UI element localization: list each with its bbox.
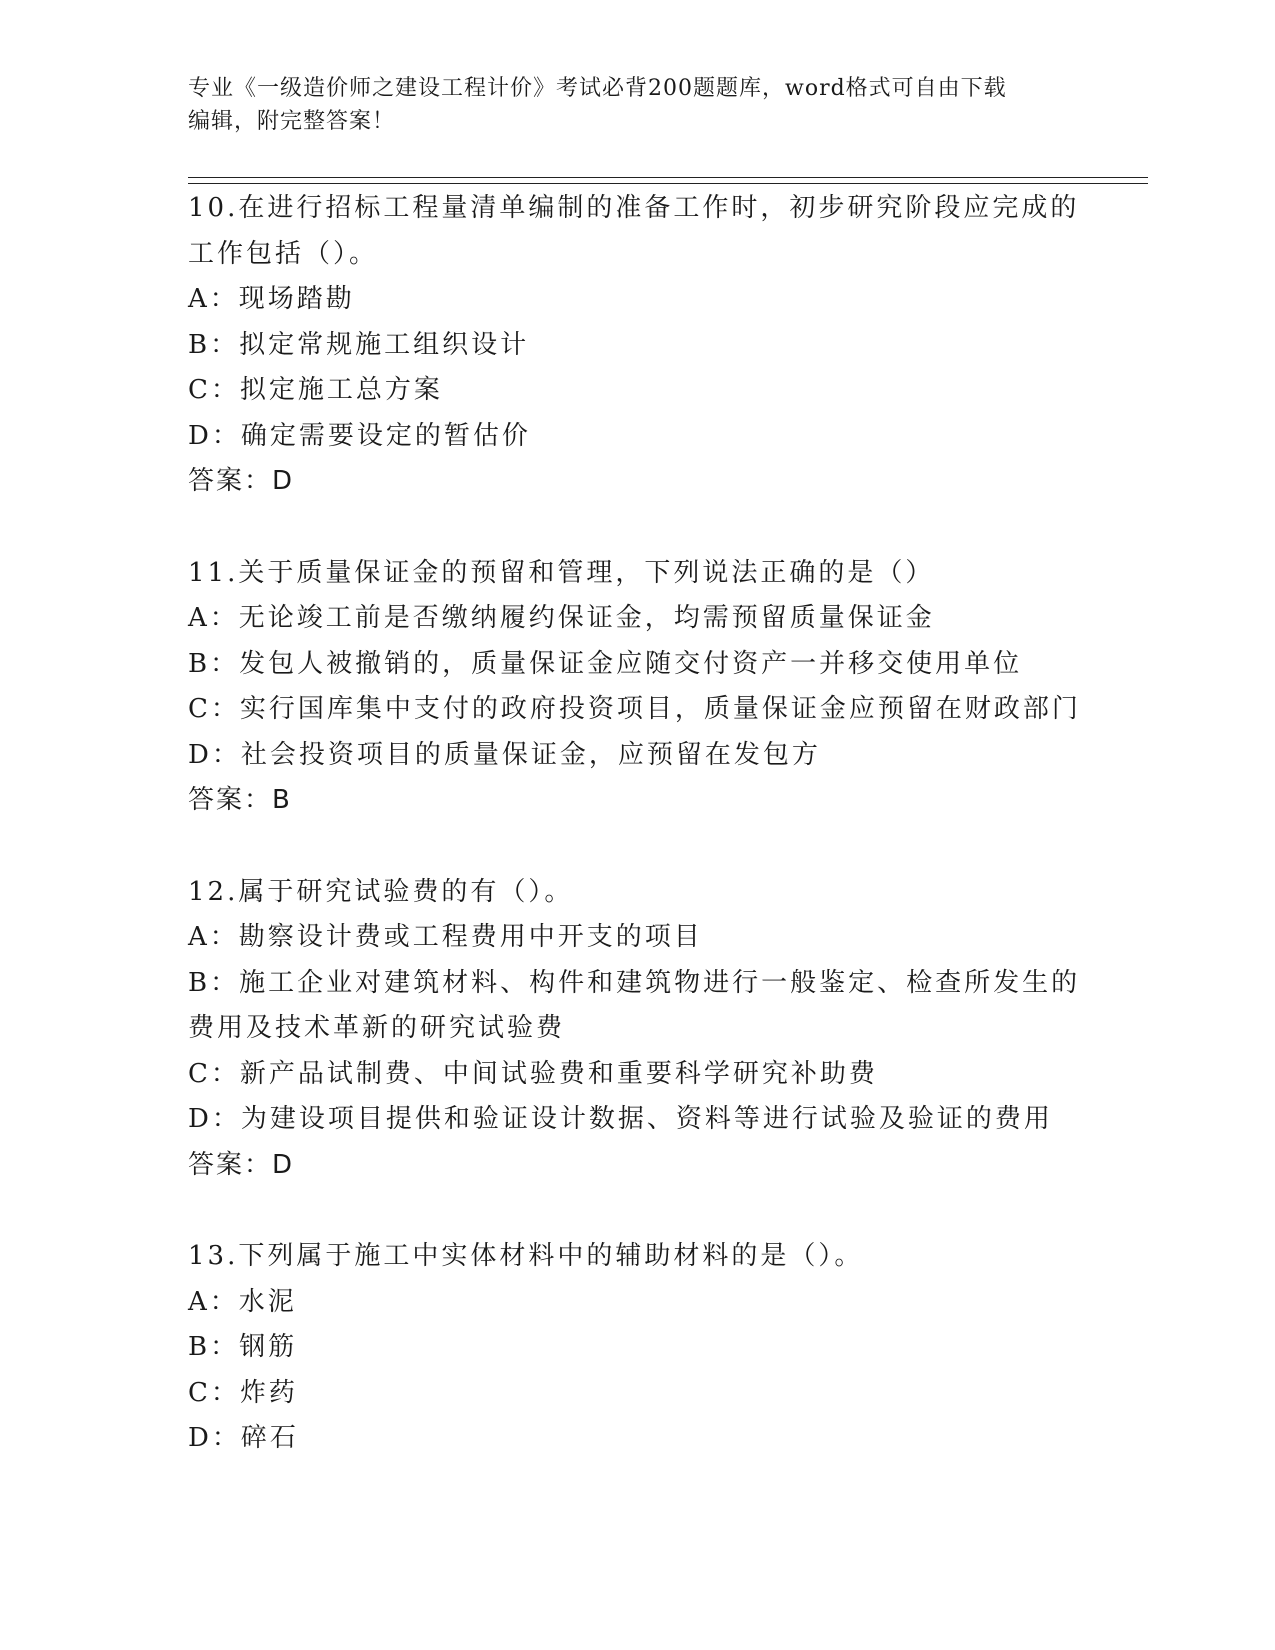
answer-option: A：水泥 xyxy=(188,1286,297,1317)
answer-option: B：施工企业对建筑材料、构件和建筑物进行一般鉴定、检查所发生的 xyxy=(188,967,1081,998)
answer-key: 答案：D xyxy=(188,466,295,496)
answer-option: A：现场踏勘 xyxy=(188,284,355,314)
header-line-2: 编辑，附完整答案！ xyxy=(188,109,396,134)
document-header xyxy=(188,72,1088,138)
answer-key: 答案：D xyxy=(188,1149,295,1180)
answer-option: A：勘察设计费或工程费用中开支的项目 xyxy=(188,922,703,952)
question-stem: 工作包括（）。 xyxy=(188,238,379,269)
answer-option: B：拟定常规施工组织设计 xyxy=(188,329,530,360)
question-block xyxy=(188,186,1088,505)
question-block xyxy=(188,1234,1088,1462)
answer-option: B：发包人被撤销的，质量保证金应随交付资产一并移交使用单位 xyxy=(188,648,1023,679)
answer-option: B：钢筋 xyxy=(188,1332,298,1362)
answer-option: D：确定需要设定的暂估价 xyxy=(188,420,531,451)
question-block xyxy=(188,551,1088,824)
question-stem: 10.在进行招标工程量清单编制的准备工作时，初步研究阶段应完成的 xyxy=(188,193,1080,223)
answer-option: 费用及技术革新的研究试验费 xyxy=(188,1013,566,1043)
answer-option: C：拟定施工总方案 xyxy=(188,375,443,405)
question-stem: 13.下列属于施工中实体材料中的辅助材料的是（）。 xyxy=(188,1241,864,1271)
question-stem: 11.关于质量保证金的预留和管理，下列说法正确的是（） xyxy=(188,557,935,588)
answer-option: A：无论竣工前是否缴纳履约保证金，均需预留质量保证金 xyxy=(188,603,935,633)
question-stem: 12.属于研究试验费的有（）。 xyxy=(188,876,574,907)
header-divider-top xyxy=(188,177,1148,178)
header-divider-bottom xyxy=(188,183,1148,184)
answer-option: C：实行国库集中支付的政府投资项目，质量保证金应预留在财政部门 xyxy=(188,694,1081,724)
question-block xyxy=(188,870,1088,1189)
answer-key: 答案：B xyxy=(188,785,292,815)
answer-option: C：新产品试制费、中间试验费和重要科学研究补助费 xyxy=(188,1058,878,1089)
answer-option: C：炸药 xyxy=(188,1377,298,1408)
answer-option: D：碎石 xyxy=(188,1423,299,1453)
question-list xyxy=(188,186,1088,1508)
answer-option: D：社会投资项目的质量保证金，应预留在发包方 xyxy=(188,739,821,770)
answer-option: D：为建设项目提供和验证设计数据、资料等进行试验及验证的费用 xyxy=(188,1104,1053,1134)
header-line-1: 专业《一级造价师之建设工程计价》考试必背200题题库，word格式可自由下载 xyxy=(188,76,1007,101)
